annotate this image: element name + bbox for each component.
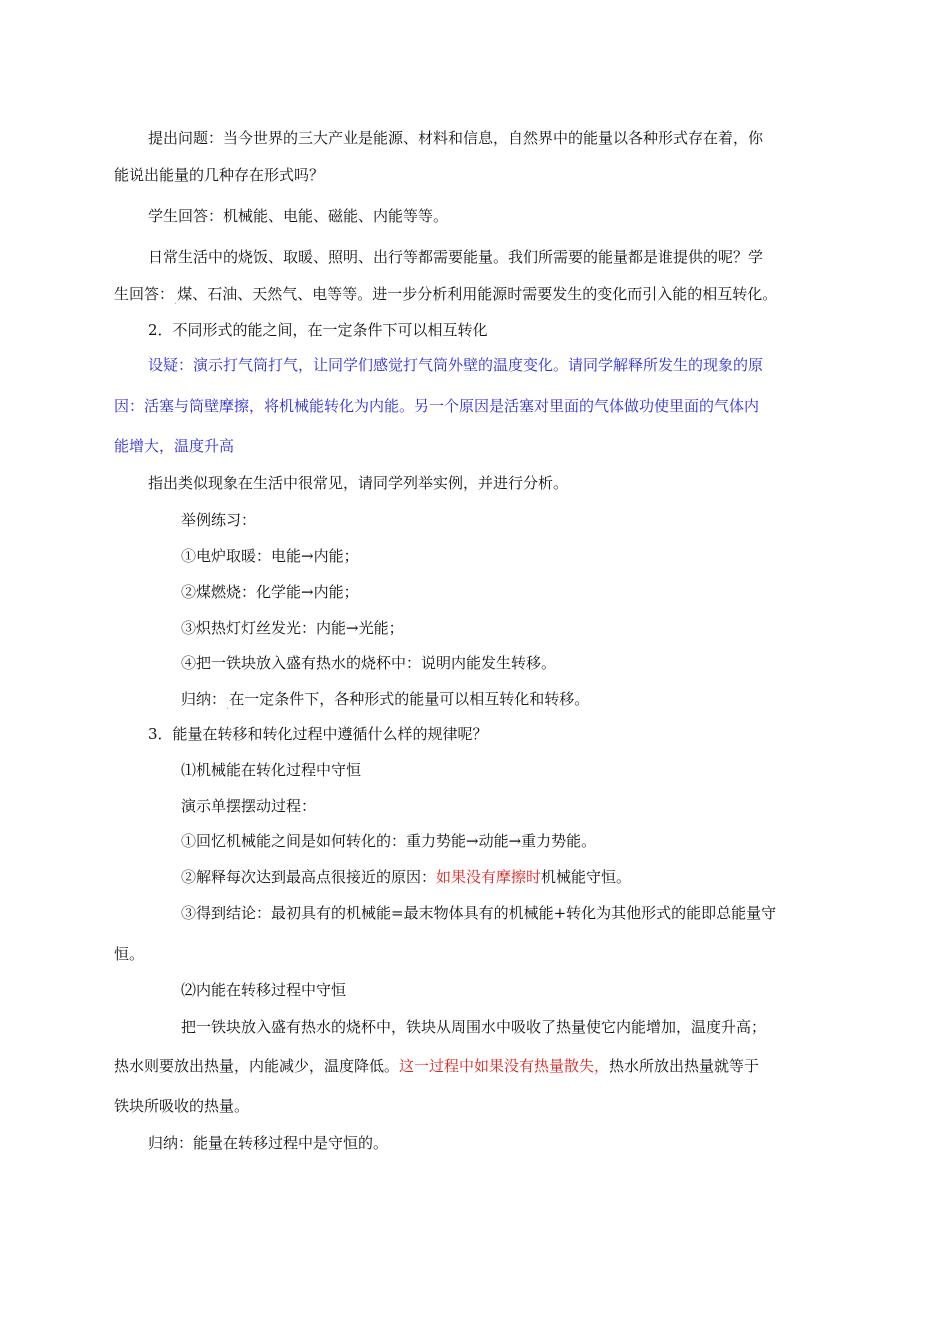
highlight-text-red: 这一过程中如果没有热量散失，: [399, 1057, 610, 1075]
highlight-text-red: 如果没有摩擦时: [436, 868, 542, 886]
text-line: 能说出能量的几种存在形式吗？: [114, 166, 325, 184]
text-line: 恒。: [114, 945, 145, 963]
text-line: 提出问题：当今世界的三大产业是能源、材料和信息，自然界中的能量以各种形式存在着，你: [148, 129, 764, 147]
ink-dot-mark: .: [174, 296, 178, 307]
list-item: ③炽热灯灯丝发光：内能→光能；: [181, 619, 404, 637]
text-line: 举例练习：: [181, 511, 257, 529]
text-segment: 煤、石油、天然气、电等等。进一步分析利用能源时需要发生的变化而引入能的相互转化。: [177, 285, 778, 303]
text-line: 指出类似现象在生活中很常见，请同学列举实例，并进行分析。: [148, 474, 569, 492]
list-item: ①电炉取暖：电能→内能；: [181, 547, 359, 565]
text-line: [114, 282, 777, 306]
text-segment: 在一定条件下，各种形式的能量可以相互转化和转移。: [229, 690, 590, 708]
list-item: [181, 865, 631, 889]
text-line: 铁块所吸收的热量。: [114, 1097, 250, 1115]
section-heading: 3．能量在转移和转化过程中遵循什么样的规律呢？: [148, 725, 488, 743]
text-line: 日常生活中的烧饭、取暖、照明、出行等都需要能量。我们所需要的能量都是谁提供的呢？学: [148, 248, 764, 266]
subsection-heading: ⑴机械能在转化过程中守恒: [181, 761, 362, 779]
text-line: 学生回答：机械能、电能、磁能、内能等等。: [148, 207, 449, 225]
text-segment: 归纳：: [181, 690, 227, 708]
highlight-line-blue: 设疑：演示打气筒打气，让同学们感觉打气筒外壁的温度变化。请同学解释所发生的现象的原: [148, 356, 764, 374]
text-segment: ②解释每次达到最高点很接近的原因：: [181, 868, 437, 886]
ink-dot-mark: .: [226, 701, 230, 712]
text-line: [114, 1054, 759, 1078]
text-line: 归纳：能量在转移过程中是守恒的。: [148, 1134, 389, 1152]
text-segment: 热水所放出热量就等于: [609, 1057, 760, 1075]
list-item: ②煤燃烧：化学能→内能；: [181, 583, 359, 601]
text-segment: 热水则要放出热量，内能减少，温度降低。: [114, 1057, 400, 1075]
text-line: 把一铁块放入盛有热水的烧杯中，铁块从周围水中吸收了热量使它内能增加，温度升高；: [181, 1018, 767, 1036]
text-segment: 生回答：: [114, 285, 175, 303]
text-line: 演示单摆摆动过程：: [181, 797, 317, 815]
list-item: ④把一铁块放入盛有热水的烧杯中：说明内能发生转移。: [181, 654, 557, 672]
highlight-line-blue: 因：活塞与筒壁摩擦，将机械能转化为内能。另一个原因是活塞对里面的气体做功使里面的气体内: [114, 397, 760, 415]
text-line: [181, 687, 589, 711]
subsection-heading: ⑵内能在转移过程中守恒: [181, 981, 347, 999]
text-segment: 机械能守恒。: [541, 868, 632, 886]
list-item: ①回忆机械能之间是如何转化的：重力势能→动能→重力势能。: [181, 832, 597, 850]
highlight-line-blue: 能增大，温度升高: [114, 437, 235, 455]
list-item: ③得到结论：最初具有的机械能=最末物体具有的机械能+转化为其他形式的能即总能量守: [181, 904, 777, 922]
section-heading: 2．不同形式的能之间，在一定条件下可以相互转化: [148, 321, 488, 339]
